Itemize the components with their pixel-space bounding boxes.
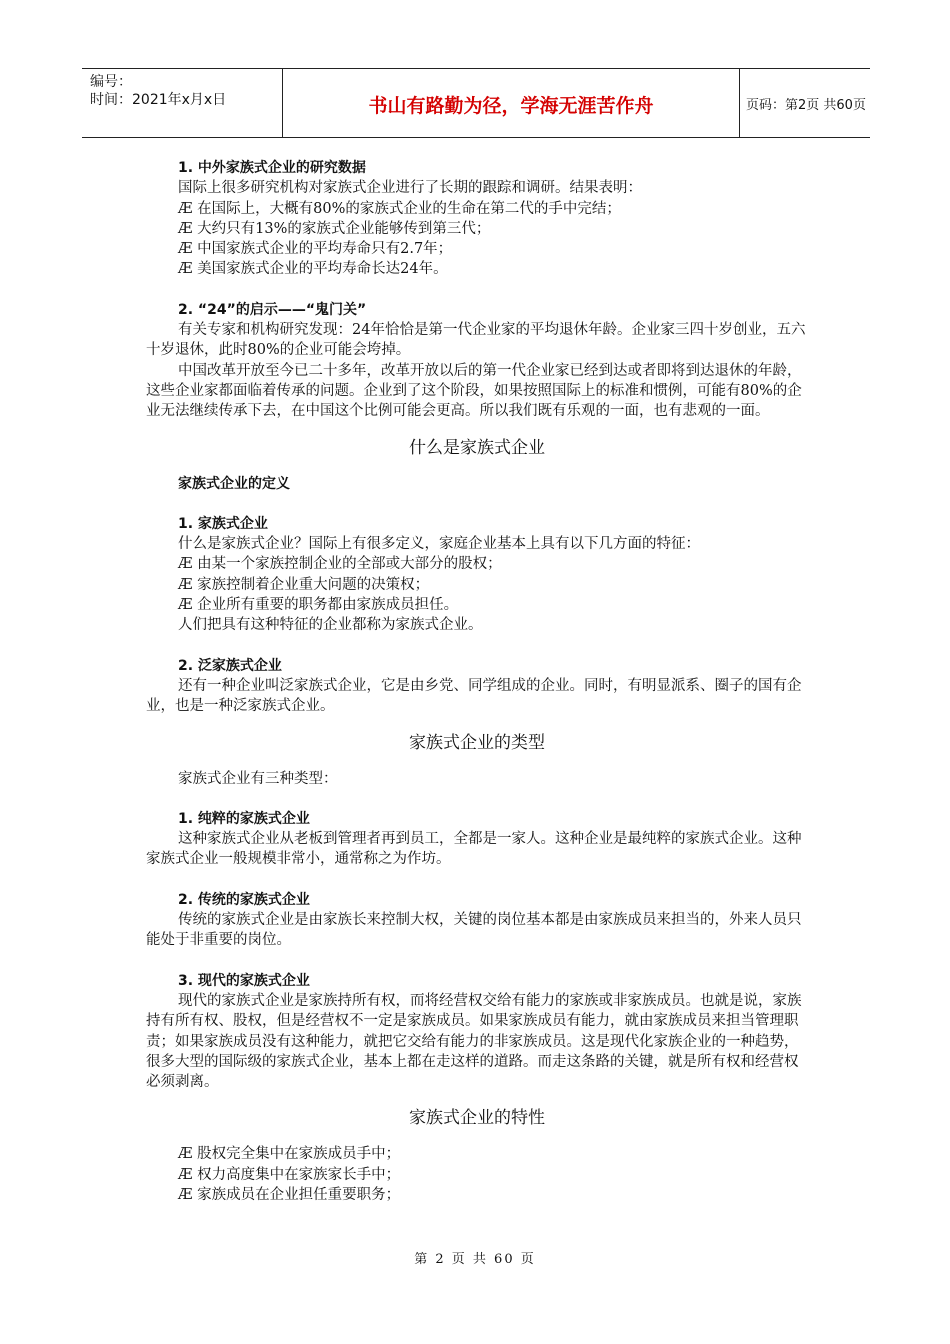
time-label: 时间：2021年x月x日 [90,92,227,108]
page-footer: 第 2 页 共 60 页 [414,1252,536,1267]
paragraph: 有关专家和机构研究发现：24年恰恰是第一代企业家的平均退休年龄。企业家三四十岁创业，五六十岁退休，此时80%的企业可能会垮掉。 [146,322,806,359]
bullet-item: Æ 企业所有重要的职务都由家族成员担任。 [178,597,459,614]
motto-text: 书山有路勤为径，学海无涯苦作舟 [368,95,654,117]
bullet-item: Æ 大约只有13%的家族式企业能够传到第三代； [178,220,491,237]
bullet-item: Æ 权力高度集中在家族家长手中； [178,1166,401,1183]
section-title: 1. 中外家族式企业的研究数据 [178,160,366,176]
paragraph: 家族式企业有三种类型： [178,770,338,787]
paragraph: 这种家族式企业从老板到管理者再到员工，全都是一家人。这种企业是最纯粹的家族式企业。这种家族式企业一般规模非常小，通常称之为作坊。 [146,831,802,868]
bullet-item: Æ 家族控制着企业重大问题的决策权； [178,576,430,593]
bullet-item: Æ 美国家族式企业的平均寿命长达24年。 [178,261,448,278]
section-title: 2. “24”的启示——“鬼门关” [178,301,367,318]
chapter-heading: 家族式企业的类型 [409,732,545,753]
subsection-title: 1. 家族式企业 [178,515,268,532]
paragraph: 传统的家族式企业是由家族长来控制大权，关键的岗位基本都是由家族成员来担当的，外来人员只能处于非重要的岗位。 [146,912,802,949]
subsection-title: 2. 传统的家族式企业 [178,891,310,908]
chapter-heading: 什么是家族式企业 [409,437,545,458]
bullet-item: Æ 股权完全集中在家族成员手中； [178,1146,401,1163]
code-label: 编号： [90,74,132,90]
subsection-title: 3. 现代的家族式企业 [178,972,310,989]
paragraph: 国际上很多研究机构对家族式企业进行了长期的跟踪和调研。结果表明： [178,180,642,197]
paragraph: 还有一种企业叫泛家族式企业，它是由乡党、同学组成的企业。同时，有明显派系、圈子的国有企业，也是一种泛家族式企业。 [146,677,802,715]
chapter-heading: 家族式企业的特性 [409,1108,545,1129]
bullet-item: Æ 家族成员在企业担任重要职务； [178,1186,401,1203]
bullet-item: Æ 由某一个家族控制企业的全部或大部分的股权； [178,556,502,573]
paragraph: 人们把具有这种特征的企业都称为家族式企业。 [178,617,483,634]
subsection-title: 1. 纯粹的家族式企业 [178,810,310,827]
header-motto-cell [282,69,740,137]
page-label: 页码：第2页 共60页 [746,98,866,113]
section-title: 家族式企业的定义 [178,475,290,492]
bullet-item: Æ 在国际上，大概有80%的家族式企业的生命在第二代的手中完结； [178,200,621,217]
document-body [146,158,808,1205]
bullet-item: Æ 中国家族式企业的平均寿命只有2.7年； [178,241,453,258]
paragraph: 现代的家族式企业是家族持所有权，而将经营权交给有能力的家族或非家族成员。也就是说，家族持有所有权、股权，但是经营权不一定是家族成员。如果家族成员有能力，就由家族成员来担当管理职责；如果家族成员没有这种能力，就把它交给有能力的非家族成员。这是现代化家族企业的一种趋势，很多大型的国际级的家族式企业，基本上都在走这样的道路。而走这条路的关键，就是所有权和经营权必须剥离。 [146,992,802,1091]
paragraph: 什么是家族式企业？国际上有很多定义，家庭企业基本上具有以下几方面的特征： [178,536,700,553]
subsection-title: 2. 泛家族式企业 [178,657,282,674]
document-header [82,68,870,138]
paragraph: 中国改革开放至今已二十多年，改革开放以后的第一代企业家已经到达或者即将到达退休的年龄，这些企业家都面临着传承的问题。企业到了这个阶段，如果按照国际上的标准和惯例，可能有80%的企业无法继续传承下去，在中国这个比例可能会更高。所以我们既有乐观的一面，也有悲观的一面。 [146,362,802,420]
header-meta-cell [82,69,282,137]
